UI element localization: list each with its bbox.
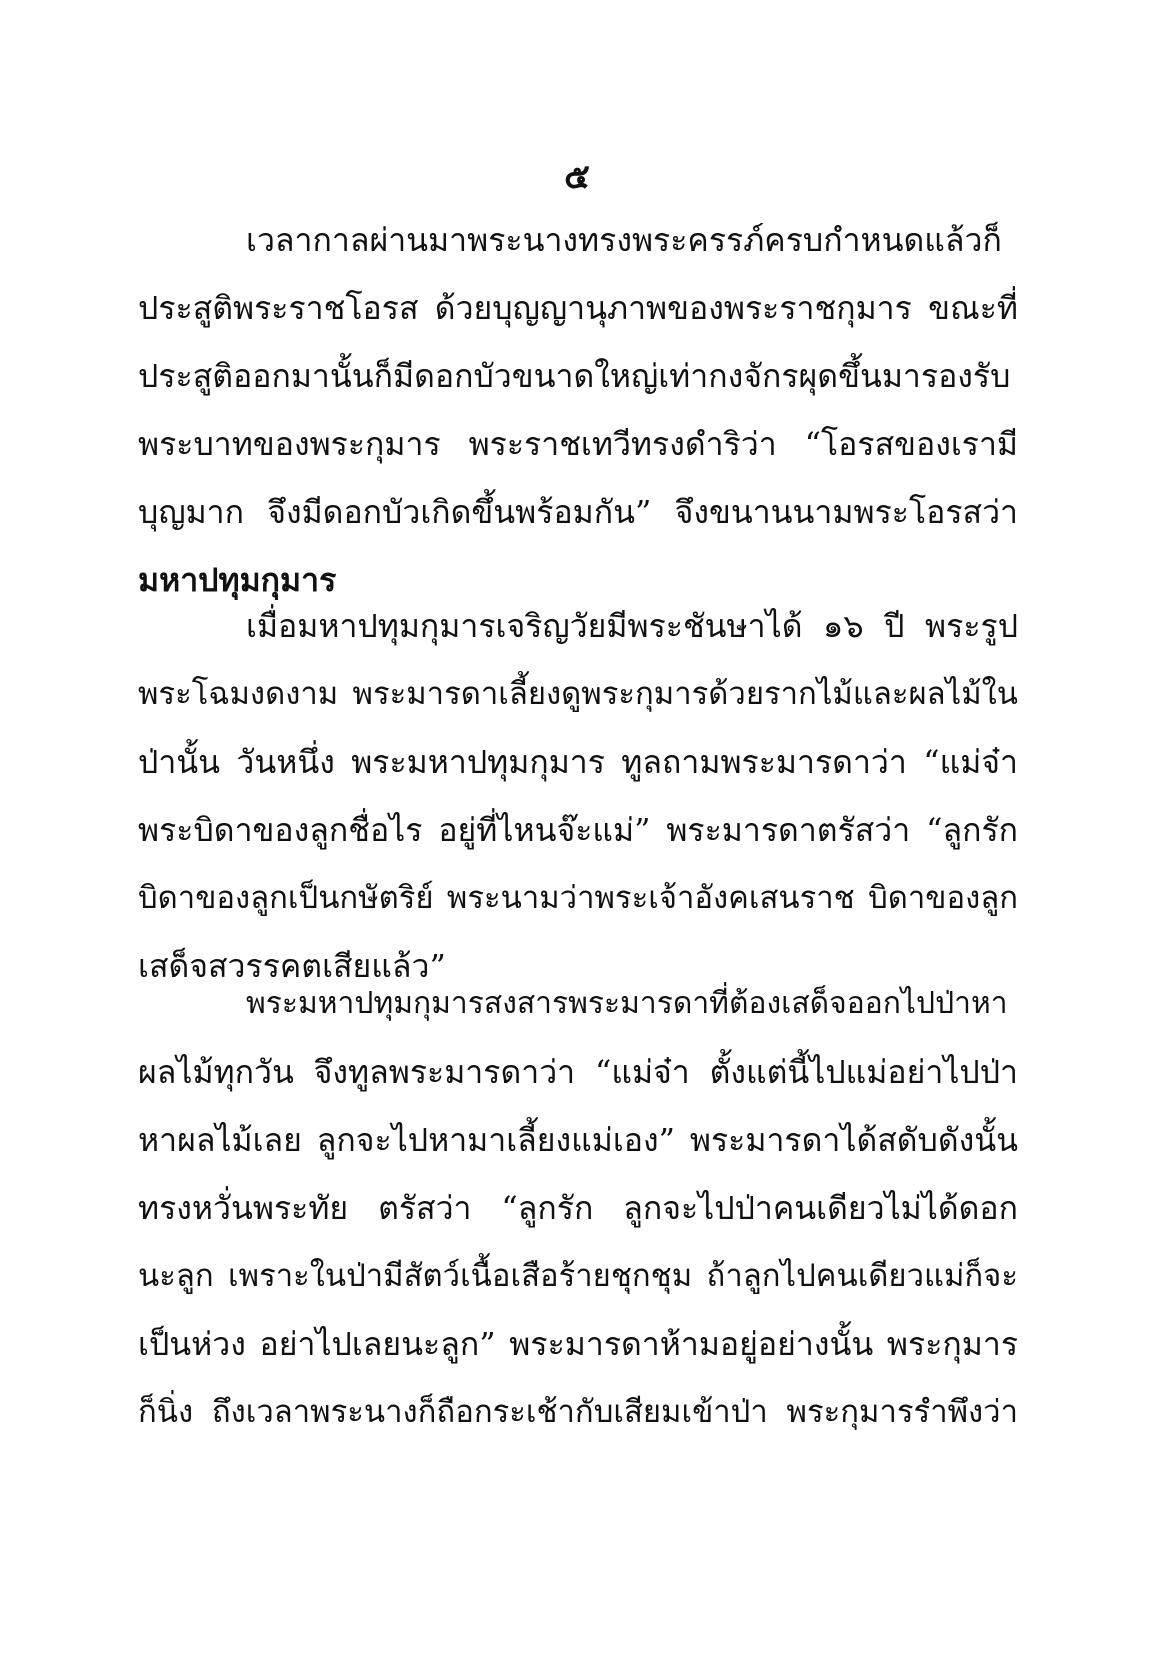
text-line: หาผลไม้เลย ลูกจะไปหามาเลี้ยงแม่เอง” พระมารดาได้สดับดังนั้น	[138, 1121, 1018, 1159]
text-line: ทรงหวั่นพระทัย ตรัสว่า “ลูกรัก ลูกจะไปป่าคนเดียวไม่ได้ดอก	[138, 1189, 1018, 1227]
text-line: ป่านั้น วันหนึ่ง พระมหาปทุมกุมาร ทูลถามพระมารดาว่า “แม่จ๋า	[138, 743, 1018, 781]
paragraph-2	[138, 592, 1018, 1000]
text-line: มหาปทุมกุมาร	[138, 561, 337, 599]
text-line: ประสูติออกมานั้นก็มีดอกบัวขนาดใหญ่เท่ากงจักรผุดขึ้นมารองรับ	[138, 357, 1011, 395]
text-line: พระบาทของพระกุมาร พระราชเทวีทรงดำริว่า “โอรสของเรามี	[138, 425, 1018, 463]
text-line: พระโฉมงดงาม พระมารดาเลี้ยงดูพระกุมารด้วยรากไม้และผลไม้ใน	[138, 676, 1018, 712]
paragraph-1	[138, 206, 1018, 614]
text-line: บิดาของลูกเป็นกษัตริย์ พระนามว่าพระเจ้าอังคเสนราช บิดาของลูก	[138, 880, 1018, 916]
text-line: เวลากาลผ่านมาพระนางทรงพระครรภ์ครบกำหนดแล้วก็	[246, 221, 1002, 259]
text-line: บุญมาก จึงมีดอกบัวเกิดขึ้นพร้อมกัน” จึงขนานนามพระโอรสว่า	[138, 493, 1018, 531]
text-line: ประสูติพระราชโอรส ด้วยบุญญานุภาพของพระราชกุมาร ขณะที่	[138, 289, 1018, 327]
text-line: พระมหาปทุมกุมารสงสารพระมารดาที่ต้องเสด็จออกไปป่าหา	[246, 986, 1008, 1021]
text-line: พระบิดาของลูกชื่อไร อยู่ที่ไหนจ๊ะแม่” พระมารดาตรัสว่า “ลูกรัก	[138, 811, 1018, 849]
text-line: ผลไม้ทุกวัน จึงทูลพระมารดาว่า “แม่จ๋า ตั้งแต่นี้ไปแม่อย่าไปป่า	[138, 1053, 1018, 1091]
text-line: เมื่อมหาปทุมกุมารเจริญวัยมีพระชันษาได้ ๑๖ ปี พระรูป	[246, 607, 1018, 645]
paragraph-3	[138, 970, 1018, 1446]
text-line: ก็นิ่ง ถึงเวลาพระนางก็ถือกระเช้ากับเสียมเข้าป่า พระกุมารรำพึงว่า	[138, 1394, 1018, 1430]
text-line: เป็นห่วง อย่าไปเลยนะลูก” พระมารดาห้ามอยู่อย่างนั้น พระกุมาร	[138, 1325, 1018, 1363]
page-number: ๕	[564, 157, 590, 197]
text-line: นะลูก เพราะในป่ามีสัตว์เนื้อเสือร้ายชุกชุม ถ้าลูกไปคนเดียวแม่ก็จะ	[138, 1258, 1018, 1294]
text-line: เสด็จสวรรคตเสียแล้ว”	[138, 947, 446, 985]
